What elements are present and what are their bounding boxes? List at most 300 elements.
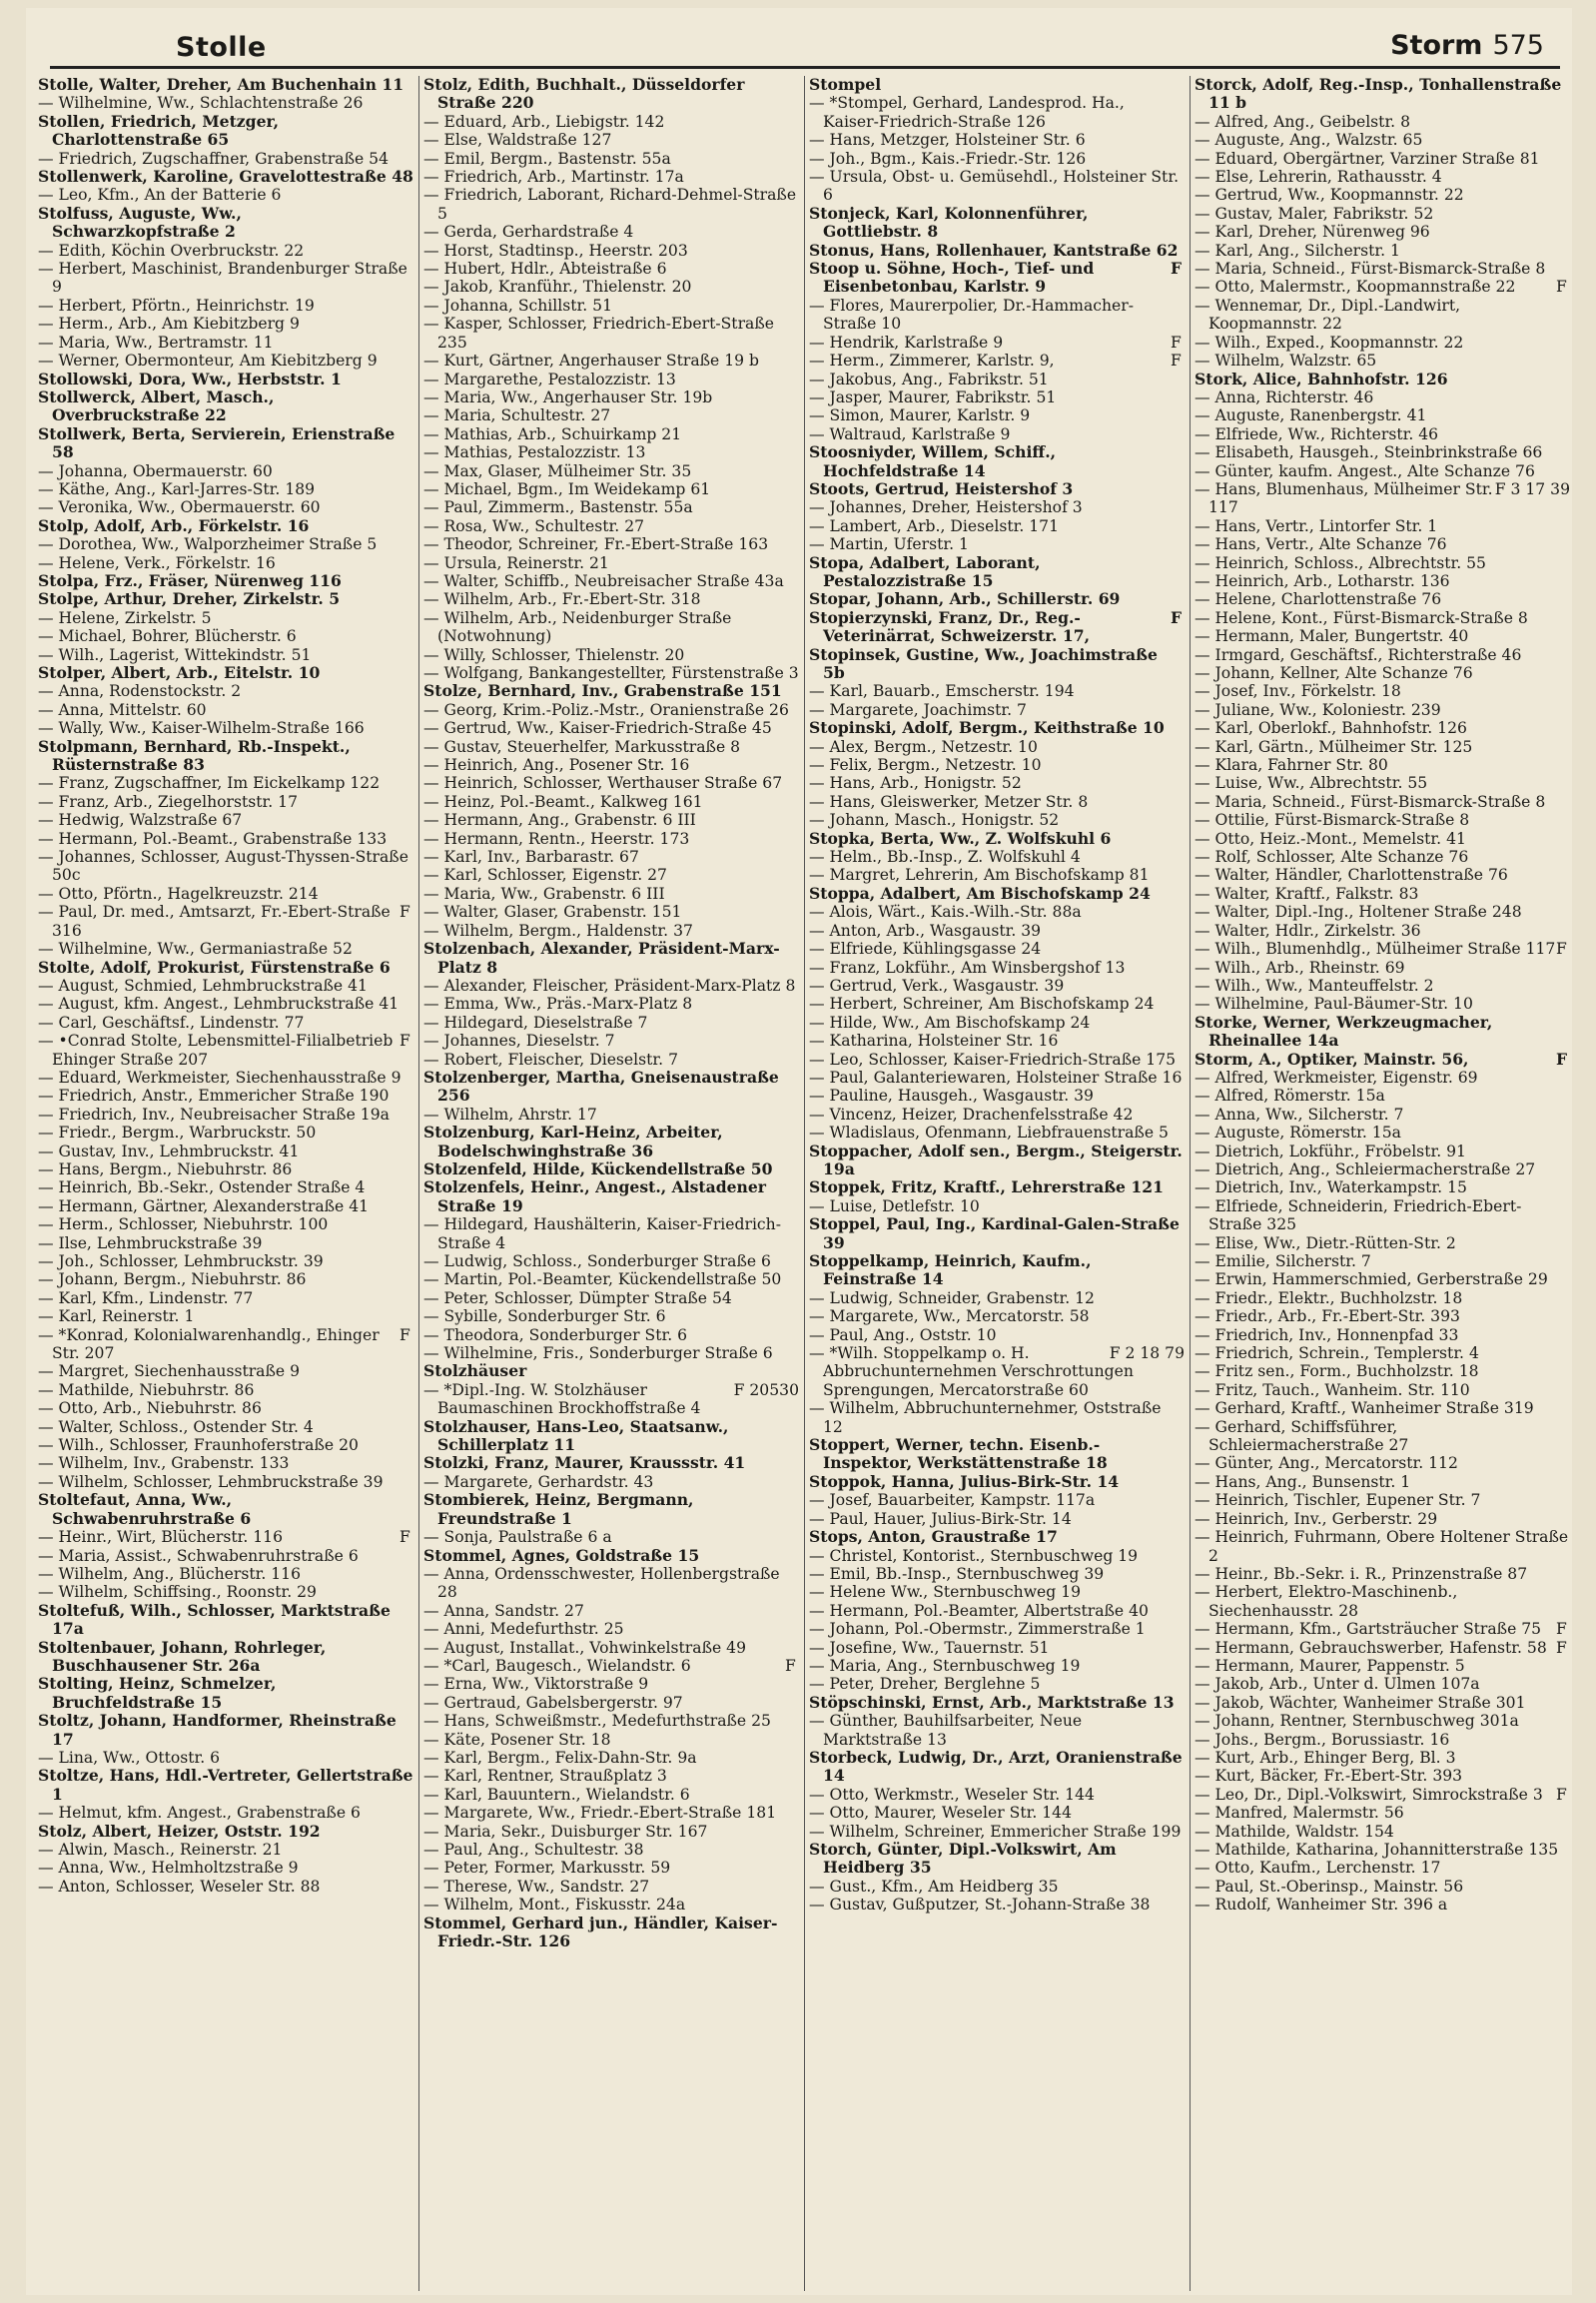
directory-entry	[809, 1473, 1185, 1491]
entry-text: — Gertrud, Verk., Wasgaustr. 39	[809, 976, 1065, 995]
entry-text: — Elise, Ww., Dietr.-Rütten-Str. 2	[1195, 1233, 1456, 1252]
entry-text: — Johannes, Dreher, Heistershof 3	[809, 498, 1083, 517]
entry-text: Stopar, Johann, Arb., Schillerstr. 69	[809, 589, 1121, 609]
entry-text: — Herbert, Maschinist, Brandenburger Straße 9	[38, 260, 407, 297]
entry-text: — Heinr., Bb.-Sekr. i. R., Prinzenstraße 87	[1195, 1564, 1528, 1583]
directory-entry	[809, 517, 1185, 535]
directory-entry	[38, 1528, 413, 1546]
directory-entry	[1195, 738, 1570, 756]
entry-text: — Karl, Rentner, Straußplatz 3	[423, 1767, 667, 1786]
entry-text: — Flores, Maurerpolier, Dr.-Hammacher-Straße 10	[809, 296, 1134, 334]
entry-text: — Josefine, Ww., Tauernstr. 51	[809, 1638, 1050, 1657]
directory-entry	[1195, 1749, 1570, 1767]
entry-text: — Margarete, Ww., Mercatorstr. 58	[809, 1307, 1090, 1326]
directory-entry	[809, 1510, 1185, 1528]
directory-entry	[809, 903, 1185, 921]
directory-entry	[1195, 535, 1570, 553]
entry-text: — Hans, Vertr., Lintorfer Str. 1	[1195, 516, 1438, 535]
directory-entry	[809, 590, 1185, 608]
directory-entry	[423, 811, 799, 829]
directory-entry	[1195, 1234, 1570, 1252]
entry-text: — Leo, Dr., Dipl.-Volkswirt, Simrockstraße 3	[1195, 1785, 1543, 1804]
entry-text: — Anna, Ww., Helmholtzstraße 9	[38, 1859, 299, 1878]
entry-text: — Hermann, Gärtner, Alexanderstraße 41	[38, 1196, 370, 1215]
entry-text: Stollowski, Dora, Ww., Herbststr. 1	[38, 369, 342, 388]
entry-text: — Wennemar, Dr., Dipl.-Landwirt, Koopmannstr. 22	[1195, 296, 1461, 334]
entry-text: Storm, A., Optiker, Mainstr. 56,	[1195, 1049, 1469, 1069]
entry-text: — Hans, Gleiswerker, Metzer Str. 8	[809, 792, 1089, 811]
entry-text: — Kurt, Gärtner, Angerhauser Straße 19 b	[423, 352, 760, 371]
directory-entry	[1195, 113, 1570, 131]
entry-text: — Karl, Oberlokf., Bahnhofstr. 126	[1195, 719, 1467, 738]
column-3	[809, 76, 1185, 2291]
directory-entry	[38, 1565, 413, 1583]
entry-text: — Wilhelm, Schlosser, Lehmbruckstraße 39	[38, 1472, 384, 1491]
directory-entry	[809, 811, 1185, 829]
entry-text: — Christel, Kontorist., Sternbuschweg 19	[809, 1546, 1139, 1565]
entry-text: — Gust., Kfm., Am Heidberg 35	[809, 1877, 1059, 1896]
entry-text: — Luise, Detlefstr. 10	[809, 1196, 980, 1215]
directory-entry	[423, 1602, 799, 1620]
directory-entry	[809, 1344, 1185, 1399]
entry-text: — Rolf, Schlosser, Alte Schanze 76	[1195, 848, 1469, 867]
entry-text: — Karl, Schlosser, Eigenstr. 27	[423, 866, 667, 885]
directory-entry	[809, 1032, 1185, 1050]
directory-entry	[423, 830, 799, 848]
entry-text: Stopinski, Adolf, Bergm., Keithstraße 10	[809, 718, 1165, 738]
directory-entry	[423, 1823, 799, 1841]
directory-entry	[1195, 682, 1570, 700]
directory-entry	[423, 1069, 799, 1106]
directory-entry	[38, 1749, 413, 1767]
directory-entry	[423, 554, 799, 572]
directory-entry	[38, 1124, 413, 1142]
entry-text: Stolzhauser, Hans-Leo, Staatsanw., Schillerplatz 11	[423, 1416, 729, 1455]
directory-entry	[809, 1491, 1185, 1509]
directory-entry	[423, 1344, 799, 1362]
directory-entry	[809, 609, 1185, 646]
entry-text: — Johann, Masch., Honigstr. 52	[809, 811, 1060, 830]
entry-text: Stoppelkamp, Heinrich, Kaufm., Feinstraße 14	[809, 1251, 1092, 1289]
entry-text: — Heinz, Pol.-Beamt., Kalkweg 161	[423, 792, 703, 811]
directory-entry	[38, 1399, 413, 1417]
directory-entry	[1195, 995, 1570, 1013]
entry-text: — Wilhelm, Ahrstr. 17	[423, 1105, 597, 1124]
page-number: 575	[1492, 30, 1544, 61]
entry-text: — Wilh., Arb., Rheinstr. 69	[1195, 958, 1405, 977]
directory-entry	[1195, 1767, 1570, 1785]
directory-entry	[809, 1749, 1185, 1786]
directory-entry	[423, 701, 799, 719]
directory-entry	[809, 1896, 1185, 1914]
entry-text: — Auguste, Ang., Walzstr. 65	[1195, 131, 1423, 150]
entry-text: — Heinrich, Fuhrmann, Obere Holtener Straße 2	[1195, 1528, 1569, 1565]
directory-page	[26, 8, 1572, 2295]
directory-entry	[809, 774, 1185, 792]
entry-text: — Robert, Fleischer, Dieselstr. 7	[423, 1050, 678, 1069]
directory-entry	[423, 131, 799, 149]
entry-text: Stoltefaut, Anna, Ww., Schwabenruhrstraße 6	[38, 1490, 252, 1528]
entry-text: — Herbert, Schreiner, Am Bischofskamp 24	[809, 995, 1155, 1014]
directory-entry	[423, 168, 799, 186]
directory-entry	[1195, 1896, 1570, 1914]
entry-text: — Gerhard, Schiffsführer, Schleiermacherstraße 27	[1195, 1417, 1409, 1455]
entry-text: — Anton, Schlosser, Weseler Str. 88	[38, 1877, 321, 1896]
directory-entry	[423, 995, 799, 1013]
directory-entry	[38, 738, 413, 775]
directory-entry	[809, 1804, 1185, 1822]
directory-entry	[423, 1547, 799, 1565]
entry-text: — Maria, Sekr., Duisburger Str. 167	[423, 1822, 708, 1841]
directory-entry	[809, 76, 1185, 94]
directory-entry	[38, 1436, 413, 1454]
entry-text: — Alfred, Ang., Geibelstr. 8	[1195, 112, 1411, 131]
entry-text: — Anna, Ordensschwester, Hollenbergstraße 28	[423, 1564, 780, 1602]
directory-columns	[38, 76, 1570, 2291]
entry-text: — Wilhelmine, Ww., Schlachtenstraße 26	[38, 94, 364, 113]
entry-text: — Joh., Bgm., Kais.-Friedr.-Str. 126	[809, 149, 1087, 168]
entry-text: — Paul, Galanteriewaren, Holsteiner Straße 16	[809, 1068, 1183, 1087]
directory-entry	[423, 150, 799, 168]
entry-text: — Paul, St.-Oberinsp., Mainstr. 56	[1195, 1877, 1464, 1896]
directory-entry	[1195, 1381, 1570, 1399]
directory-entry	[38, 1215, 413, 1233]
entry-text: — Johanna, Obermauerstr. 60	[38, 461, 273, 480]
directory-entry	[423, 922, 799, 940]
column-divider	[418, 76, 419, 2291]
directory-entry	[1195, 1014, 1570, 1051]
directory-entry	[423, 1859, 799, 1877]
directory-entry	[1195, 1289, 1570, 1307]
entry-text: — Otto, Pförtn., Hagelkreuzstr. 214	[38, 884, 319, 903]
entry-text: — Margarete, Ww., Friedr.-Ebert-Straße 181	[423, 1804, 777, 1823]
directory-entry	[423, 535, 799, 553]
directory-entry	[1195, 1565, 1570, 1583]
entry-text: — Theodor, Schreiner, Fr.-Ebert-Straße 163	[423, 535, 769, 554]
directory-entry	[423, 1124, 799, 1160]
directory-entry	[809, 885, 1185, 903]
entry-text: — Otto, Maurer, Weseler Str. 144	[809, 1804, 1073, 1823]
directory-entry	[809, 1197, 1185, 1215]
directory-entry	[1195, 205, 1570, 223]
entry-text: — Walter, Glaser, Grabenstr. 151	[423, 903, 682, 922]
entry-text: Stoppek, Fritz, Kraftf., Lehrerstraße 121	[809, 1177, 1164, 1197]
entry-text: Stolp, Adolf, Arb., Förkelstr. 16	[38, 515, 310, 535]
entry-text: — Erna, Ww., Viktorstraße 9	[423, 1675, 649, 1694]
entry-text: — Walter, Dipl.-Ing., Holtener Straße 248	[1195, 903, 1522, 922]
directory-entry	[38, 1381, 413, 1399]
entry-text: — Jakob, Arb., Unter d. Ulmen 107a	[1195, 1675, 1480, 1694]
entry-text: — Otto, Arb., Niebuhrstr. 86	[38, 1399, 262, 1418]
directory-entry	[423, 1032, 799, 1050]
directory-entry	[809, 1547, 1185, 1565]
directory-entry	[1195, 1491, 1570, 1509]
entry-text: — Heinrich, Schlosser, Werthauser Straße 67	[423, 774, 783, 793]
entry-text: — Herm., Arb., Am Kiebitzberg 9	[38, 315, 300, 334]
entry-text: — Johs., Bergm., Borussiastr. 16	[1195, 1730, 1450, 1749]
directory-entry	[38, 1583, 413, 1601]
directory-entry	[1195, 1473, 1570, 1491]
directory-entry	[423, 977, 799, 995]
directory-entry	[38, 1639, 413, 1676]
entry-text: — *Carl, Baugesch., Wielandstr. 6	[423, 1656, 691, 1675]
directory-entry	[1195, 1804, 1570, 1822]
directory-entry	[38, 1767, 413, 1804]
directory-entry	[38, 1675, 413, 1712]
entry-text: — Sybille, Sonderburger Str. 6	[423, 1307, 666, 1326]
entry-text: Stollwerck, Albert, Masch., Overbruckstraße 22	[38, 386, 275, 425]
directory-entry	[1195, 554, 1570, 572]
directory-entry	[423, 352, 799, 370]
entry-text: — Helene, Charlottenstraße 76	[1195, 590, 1442, 609]
entry-text: — Dorothea, Ww., Walporzheimer Straße 5	[38, 535, 378, 554]
directory-entry	[809, 1143, 1185, 1179]
entry-text: — Kurt, Arb., Ehinger Berg, Bl. 3	[1195, 1748, 1456, 1767]
entry-text: — Heinrich, Inv., Gerberstr. 29	[1195, 1509, 1438, 1528]
entry-text: — Wilh., Schlosser, Fraunhoferstraße 20	[38, 1436, 359, 1455]
directory-entry	[809, 1215, 1185, 1252]
entry-text: — Otto, Heiz.-Mont., Memelstr. 41	[1195, 829, 1466, 848]
directory-entry	[423, 462, 799, 480]
entry-text: — Auguste, Ranenbergstr. 41	[1195, 406, 1427, 425]
directory-entry	[1195, 1362, 1570, 1380]
directory-entry	[1195, 1143, 1570, 1160]
directory-entry	[809, 1051, 1185, 1069]
entry-text: — Margarethe, Pestalozzistr. 13	[423, 370, 676, 388]
directory-entry	[809, 995, 1185, 1013]
directory-entry	[1195, 1454, 1570, 1472]
directory-entry	[423, 443, 799, 461]
entry-text: — Eduard, Obergärtner, Varziner Straße 81	[1195, 149, 1540, 168]
entry-text: — Alwin, Masch., Reinerstr. 21	[38, 1841, 283, 1859]
entry-text: — Anna, Sandstr. 27	[423, 1601, 584, 1620]
entry-text: — Mathilde, Niebuhrstr. 86	[38, 1380, 255, 1399]
entry-text: Stolzenberger, Martha, Gneisenaustraße 256	[423, 1067, 779, 1106]
entry-text: — Margret, Siechenhausstraße 9	[38, 1362, 300, 1381]
column-4	[1195, 76, 1570, 2291]
entry-text: Stöpschinski, Ernst, Arb., Marktstraße 13	[809, 1692, 1175, 1712]
entry-text: — Hermann, Pol.-Beamt., Grabenstraße 133	[38, 829, 388, 848]
entry-text: — Peter, Schlosser, Dümpter Straße 54	[423, 1288, 732, 1307]
directory-entry	[1195, 1528, 1570, 1565]
directory-entry	[38, 517, 413, 535]
directory-entry	[38, 168, 413, 186]
entry-text: — Wilh., Lagerist, Wittekindstr. 51	[38, 645, 312, 664]
entry-text: — Wilhelmine, Fris., Sonderburger Straße 6	[423, 1344, 773, 1363]
directory-entry	[38, 1069, 413, 1087]
entry-text: — Hedwig, Walzstraße 67	[38, 811, 243, 830]
entry-text: — Michael, Bohrer, Blücherstr. 6	[38, 627, 297, 646]
entry-text: — Johann, Pol.-Obermstr., Zimmerstraße 1	[809, 1620, 1146, 1639]
entry-text: — Gustav, Inv., Lehmbruckstr. 41	[38, 1142, 300, 1160]
directory-entry	[38, 315, 413, 333]
directory-entry	[809, 1823, 1185, 1841]
directory-entry	[1195, 1657, 1570, 1675]
entry-text: — Karl, Reinerstr. 1	[38, 1307, 195, 1326]
entry-text: — Jakobus, Ang., Fabrikstr. 51	[809, 370, 1049, 388]
directory-entry	[1195, 131, 1570, 149]
entry-text: — Mathilde, Waldstr. 154	[1195, 1822, 1394, 1841]
directory-entry	[423, 1491, 799, 1528]
entry-text: Stolting, Heinz, Schmelzer, Bruchfeldstraße 15	[38, 1674, 277, 1712]
directory-entry	[423, 1473, 799, 1491]
directory-entry	[1195, 774, 1570, 792]
header-first-name: Stolle	[176, 32, 267, 63]
directory-entry	[423, 1106, 799, 1124]
directory-entry	[38, 903, 413, 940]
entry-text: — *Wilh. Stoppelkamp o. H. Abbruchunternehmen Verschrottungen Sprengungen, Mercatorstraße 60	[809, 1344, 1134, 1399]
entry-text: — Karl, Bergm., Felix-Dahn-Str. 9a	[423, 1748, 697, 1767]
directory-entry	[1195, 811, 1570, 829]
directory-entry	[38, 186, 413, 204]
directory-entry	[423, 297, 799, 315]
entry-text: — Max, Glaser, Mülheimer Str. 35	[423, 461, 692, 480]
entry-text: — Kasper, Schlosser, Friedrich-Ebert-Straße 235	[423, 315, 774, 352]
phone-marker: F	[1556, 1049, 1568, 1069]
directory-entry	[809, 1620, 1185, 1638]
directory-entry	[1195, 1823, 1570, 1841]
phone-marker: F	[399, 1032, 410, 1051]
entry-text: — Walter, Schiffb., Neubreisacher Straße 43a	[423, 571, 784, 590]
entry-text: — Ilse, Lehmbruckstraße 39	[38, 1233, 263, 1252]
entry-text: — *Konrad, Kolonialwarenhandlg., Ehinger Str. 207	[38, 1325, 380, 1363]
entry-text: — Gerda, Gerhardstraße 4	[423, 223, 634, 242]
directory-entry	[38, 793, 413, 811]
entry-text: — Wolfgang, Bankangestellter, Fürstenstraße 3	[423, 664, 799, 682]
entry-text: — Hans, Bergm., Niebuhrstr. 86	[38, 1159, 293, 1178]
entry-text: — Karl, Kfm., Lindenstr. 77	[38, 1288, 254, 1307]
entry-text: — Michael, Bgm., Im Weidekamp 61	[423, 479, 711, 498]
directory-entry	[1195, 1583, 1570, 1620]
entry-text: — Helene, Kont., Fürst-Bismarck-Straße 8	[1195, 608, 1528, 627]
entry-text: — Günther, Bauhilfsarbeiter, Neue Marktstraße 13	[809, 1712, 1083, 1749]
entry-text: Stollwerk, Berta, Servierein, Erienstraße 58	[38, 423, 396, 462]
directory-entry	[38, 150, 413, 168]
entry-text: — Margarete, Gerhardstr. 43	[423, 1472, 654, 1491]
entry-text: — Ursula, Reinerstr. 21	[423, 553, 609, 572]
directory-entry	[38, 590, 413, 608]
entry-text: Stonjeck, Karl, Kolonnenführer, Gottliebstr. 8	[809, 203, 1089, 242]
entry-text: — Hendrik, Karlstraße 9	[809, 333, 1004, 352]
directory-entry	[423, 260, 799, 278]
directory-entry	[1195, 1786, 1570, 1804]
entry-text: — Maria, Schultestr. 27	[423, 406, 611, 425]
entry-text: — Vincenz, Heizer, Drachenfelsstraße 42	[809, 1105, 1134, 1124]
entry-text: — Maria, Ww., Angerhauser Str. 19b	[423, 387, 713, 406]
entry-text: — Ursula, Obst- u. Gemüsehdl., Holsteiner Str. 6	[809, 168, 1180, 205]
entry-text: Stolzenburg, Karl-Heinz, Arbeiter, Bodelschwinghstraße 36	[423, 1123, 723, 1160]
entry-text: — Simon, Maurer, Karlstr. 9	[809, 406, 1031, 425]
entry-text: — Otto, Werkmstr., Weseler Str. 144	[809, 1785, 1095, 1804]
directory-entry	[38, 371, 413, 388]
directory-entry	[38, 388, 413, 425]
entry-text: — Gustav, Steuerhelfer, Markusstraße 8	[423, 737, 741, 756]
directory-entry	[423, 590, 799, 608]
entry-text: — Walter, Händler, Charlottenstraße 76	[1195, 866, 1508, 885]
entry-text: — Walter, Kraftf., Falkstr. 83	[1195, 884, 1419, 903]
entry-text: — Elfriede, Schneiderin, Friedrich-Ebert-Straße 325	[1195, 1196, 1522, 1234]
phone-marker: F	[1171, 259, 1183, 279]
directory-entry	[423, 903, 799, 921]
directory-entry	[1195, 352, 1570, 370]
entry-text: — Gustav, Gußputzer, St.-Johann-Straße 38	[809, 1896, 1151, 1915]
entry-text: Stopa, Adalbert, Laborant, Pestalozzistraße 15	[809, 552, 1041, 590]
entry-text: Stolzenfeld, Hilde, Kückendellstraße 50	[423, 1158, 773, 1178]
directory-entry	[38, 334, 413, 352]
directory-entry	[809, 1786, 1185, 1804]
directory-entry	[809, 1252, 1185, 1289]
entry-text: Stoop u. Söhne, Hoch-, Tief- und Eisenbetonbau, Karlstr. 9	[809, 259, 1095, 297]
directory-entry	[1195, 701, 1570, 719]
entry-text: — Eduard, Werkmeister, Siechenhausstraße 9	[38, 1068, 401, 1087]
column-2	[423, 76, 799, 2291]
directory-entry	[809, 1069, 1185, 1087]
directory-entry	[423, 866, 799, 884]
directory-entry	[38, 1454, 413, 1472]
entry-text: — Karl, Bauuntern., Wielandstr. 6	[423, 1785, 690, 1804]
entry-text: — •Conrad Stolte, Lebensmittel-Filialbetrieb Ehinger Straße 207	[38, 1032, 394, 1069]
entry-text: — Anna, Richterstr. 46	[1195, 387, 1374, 406]
entry-text: — Klara, Fahrner Str. 80	[1195, 756, 1388, 775]
directory-entry	[423, 186, 799, 223]
directory-entry	[1195, 334, 1570, 352]
directory-entry	[1195, 1841, 1570, 1859]
entry-text: — Anna, Mittelstr. 60	[38, 700, 207, 719]
directory-entry	[1195, 1051, 1570, 1069]
directory-entry	[423, 738, 799, 756]
directory-entry	[423, 719, 799, 737]
entry-text: — Margarete, Joachimstr. 7	[809, 700, 1027, 719]
directory-entry	[1195, 1418, 1570, 1455]
entry-text: — Karl, Dreher, Nürenweg 96	[1195, 223, 1430, 242]
directory-entry	[1195, 977, 1570, 995]
entry-text: — Johannes, Schlosser, August-Thyssen-Straße 50c	[38, 848, 408, 885]
phone-marker: F	[1556, 1638, 1567, 1657]
directory-entry	[423, 1565, 799, 1602]
directory-entry	[38, 76, 413, 94]
directory-entry	[1195, 406, 1570, 424]
directory-entry	[423, 1841, 799, 1859]
entry-text: — Wilhelm, Inv., Grabenstr. 133	[38, 1454, 290, 1473]
entry-text: — Dietrich, Lokführ., Fröbelstr. 91	[1195, 1142, 1466, 1160]
entry-text: — Franz, Zugschaffner, Im Eickelkamp 122	[38, 774, 381, 793]
directory-entry	[423, 1915, 799, 1951]
entry-text: — Mathias, Arb., Schuirkamp 21	[423, 424, 682, 443]
directory-entry	[423, 517, 799, 535]
directory-entry	[1195, 940, 1570, 958]
directory-entry	[423, 1731, 799, 1749]
entry-text: — Felix, Bergm., Netzestr. 10	[809, 756, 1042, 775]
entry-text: Stolz, Albert, Heizer, Oststr. 192	[38, 1821, 321, 1841]
entry-text: Stombierek, Heinz, Bergmann, Freundstraße 1	[423, 1490, 694, 1528]
directory-entry	[423, 1270, 799, 1288]
entry-text: Stopka, Berta, Ww., Z. Wolfskuhl 6	[809, 828, 1112, 848]
entry-text: — Friedrich, Schrein., Templerstr. 4	[1195, 1344, 1479, 1363]
directory-entry	[809, 756, 1185, 774]
entry-text: — Wilhelm, Walzstr. 65	[1195, 352, 1377, 371]
phone-marker: F	[399, 1325, 410, 1344]
entry-text: — Willy, Schlosser, Thielenstr. 20	[423, 645, 685, 664]
directory-entry	[38, 1878, 413, 1896]
entry-text: — Anton, Arb., Wasgaustr. 39	[809, 921, 1042, 940]
entry-text: — Helene, Zirkelstr. 5	[38, 608, 212, 627]
entry-text: Stolte, Adolf, Prokurist, Fürstenstraße 6	[38, 957, 391, 977]
entry-text: — Ludwig, Schneider, Grabenstr. 12	[809, 1288, 1095, 1307]
entry-text: — Friedrich, Arb., Martinstr. 17a	[423, 168, 684, 187]
entry-text: — Heinrich, Tischler, Eupener Str. 7	[1195, 1491, 1481, 1510]
entry-text: — Auguste, Römerstr. 15a	[1195, 1124, 1401, 1143]
directory-entry	[1195, 1675, 1570, 1693]
